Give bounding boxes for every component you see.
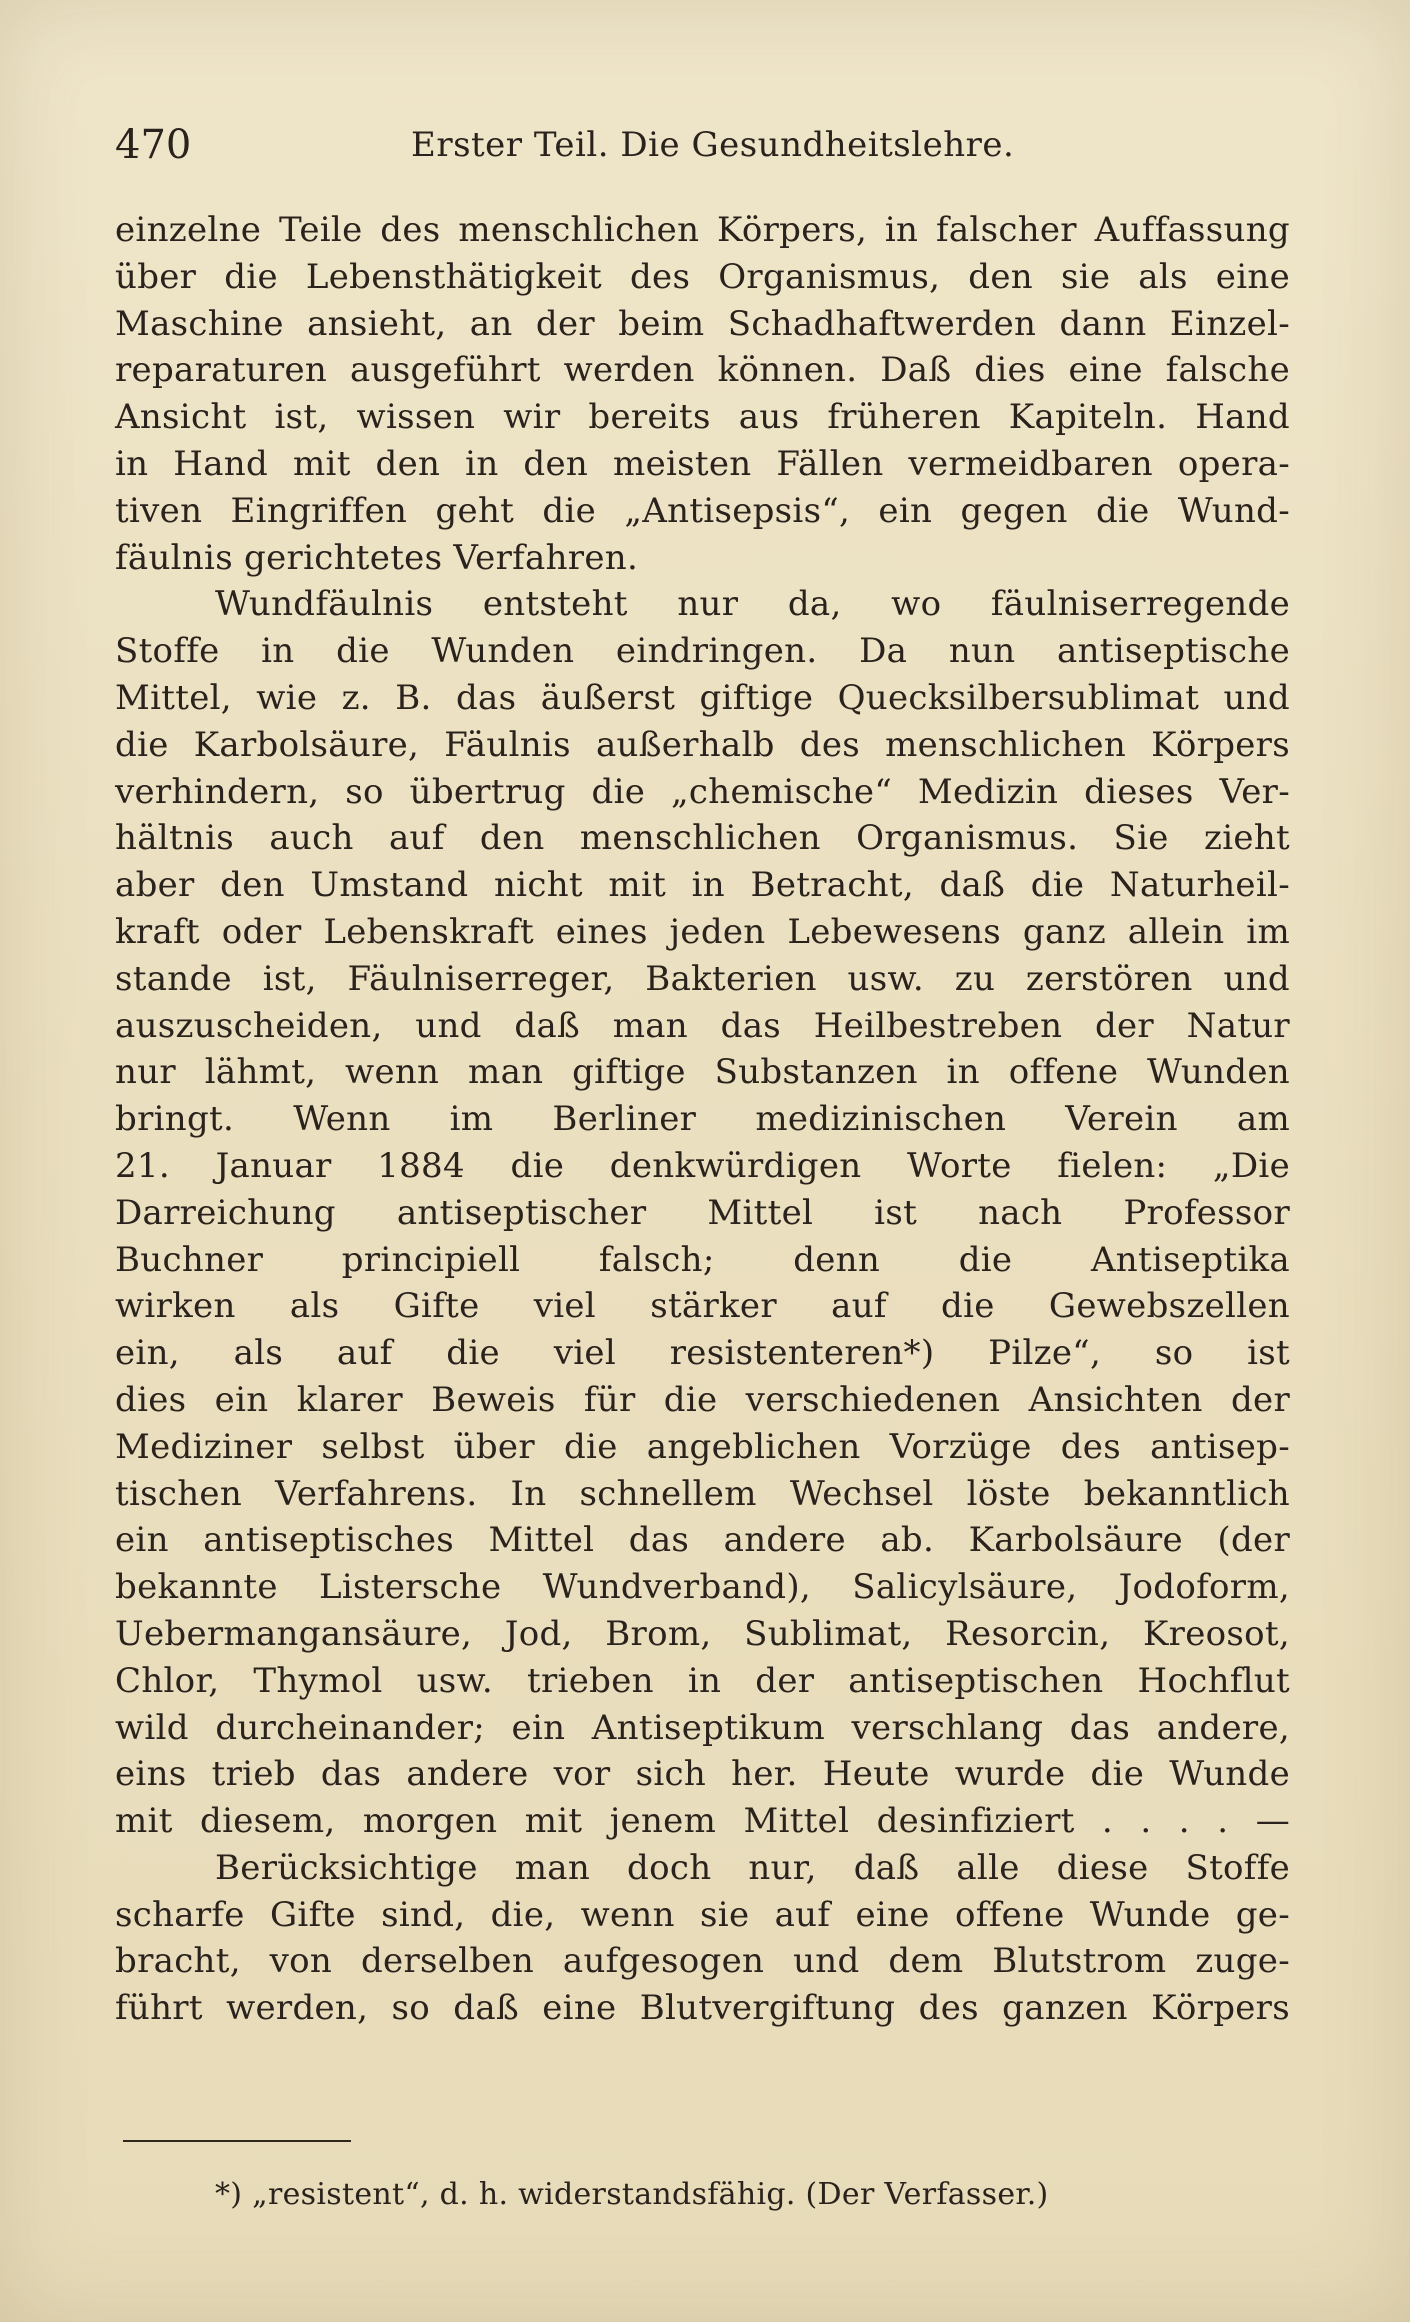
page-number: 470 [115,122,192,168]
text-line: stande ist, Fäulniserreger, Bakterien usw. zu zerstören und [115,958,1290,999]
text-line: hältnis auch auf den menschlichen Organismus. Sie zieht [115,818,1290,859]
text-line: scharfe Gifte sind, die, wenn sie auf eine offene Wunde ge- [115,1894,1290,1935]
text-line: reparaturen ausgeführt werden können. Daß dies eine falsche [115,350,1290,391]
text-line: verhindern, so übertrug die „chemische“ Medizin dieses Ver- [115,771,1290,812]
text-line: bracht, von derselben aufgesogen und dem Blutstrom zuge- [115,1941,1290,1982]
text-line: Stoffe in die Wunden eindringen. Da nun antiseptische [115,631,1290,672]
text-line: nur lähmt, wenn man giftige Substanzen in offene Wunden [115,1052,1290,1093]
text-line: auszuscheiden, und daß man das Heilbestreben der Natur [115,1005,1290,1046]
text-line: wirken als Gifte viel stärker auf die Gewebszellen [115,1286,1290,1327]
text-line: ein, als auf die viel resistenteren*) Pilze“, so ist [115,1333,1290,1374]
text-line: Ansicht ist, wissen wir bereits aus früheren Kapiteln. Hand [115,397,1290,438]
running-head [115,120,1305,170]
text-line: 21. Januar 1884 die denkwürdigen Worte fielen: „Die [115,1145,1290,1186]
text-line: bringt. Wenn im Berliner medizinischen Verein am [115,1099,1290,1140]
text-line: Berücksichtige man doch nur, daß alle diese Stoffe [215,1847,1290,1888]
text-line: fäulnis gerichtetes Verfahren. [115,537,639,578]
text-line: die Karbolsäure, Fäulnis außerhalb des menschlichen Körpers [115,724,1290,765]
text-line: bekannte Listersche Wundverband), Salicylsäure, Jodoform, [115,1567,1290,1608]
text-line: in Hand mit den in den meisten Fällen vermeidbaren opera- [115,443,1290,484]
footnote-divider [123,2140,351,2142]
text-line: Mittel, wie z. B. das äußerst giftige Quecksilbersublimat und [115,677,1290,718]
body-text [115,207,1290,2032]
text-line: ein antiseptisches Mittel das andere ab. Karbolsäure (der [115,1520,1290,1561]
text-line: einzelne Teile des menschlichen Körpers, in falscher Auffassung [115,210,1290,250]
text-line: aber den Umstand nicht mit in Betracht, daß die Naturheil- [115,865,1290,906]
text-line: Uebermangansäure, Jod, Brom, Sublimat, Resorcin, Kreosot, [115,1613,1290,1654]
text-line: tiven Eingriffen geht die „Antisepsis“, ein gegen die Wund- [115,490,1290,531]
text-line: tischen Verfahrens. In schnellem Wechsel löste bekanntlich [115,1473,1290,1514]
running-title: Erster Teil. Die Gesundheitslehre. [411,125,1015,165]
text-line: kraft oder Lebenskraft eines jeden Lebewesens ganz allein im [115,911,1290,952]
text-line: Mediziner selbst über die angeblichen Vorzüge des antisep- [115,1426,1290,1467]
text-line: mit diesem, morgen mit jenem Mittel desinfiziert . . . . — [115,1801,1290,1842]
text-line: wild durcheinander; ein Antiseptikum verschlang das andere, [115,1707,1290,1748]
text-line: dies ein klarer Beweis für die verschiedenen Ansichten der [115,1379,1290,1420]
text-line: Buchner principiell falsch; denn die Antiseptika [115,1239,1290,1280]
text-line: Wundfäulnis entsteht nur da, wo fäulniserregende [215,584,1290,625]
text-line: Darreichung antiseptischer Mittel ist nach Professor [115,1192,1290,1233]
text-line: Maschine ansieht, an der beim Schadhaftwerden dann Einzel- [115,303,1290,344]
text-line: führt werden, so daß eine Blutvergiftung des ganzen Körpers [115,1988,1290,2029]
text-line: eins trieb das andere vor sich her. Heute wurde die Wunde [115,1754,1290,1795]
text-line: über die Lebensthätigkeit des Organismus, den sie als eine [115,256,1290,297]
footnote: *) „resistent“, d. h. widerstandsfähig. (Der Verfasser.) [215,2177,1049,2212]
text-line: Chlor, Thymol usw. trieben in der antiseptischen Hochflut [115,1660,1290,1701]
